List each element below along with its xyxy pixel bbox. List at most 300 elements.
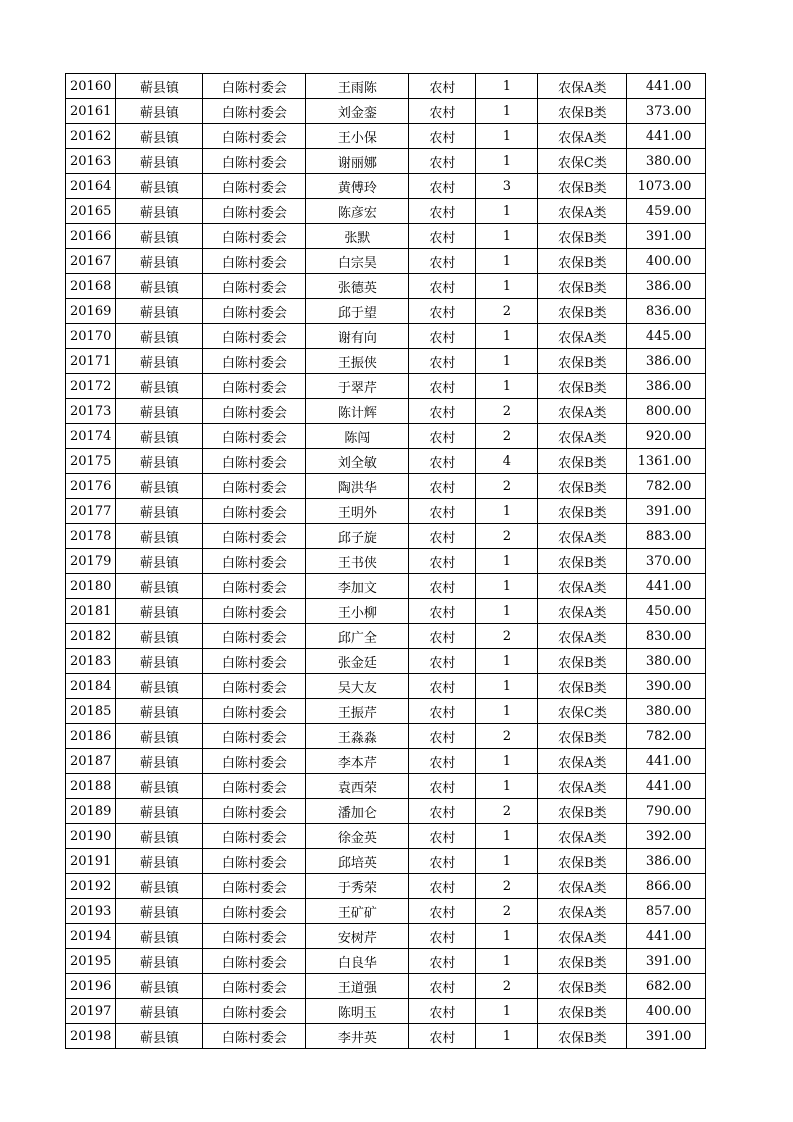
table-cell-amount: 830.00 bbox=[627, 624, 706, 649]
table-cell-id: 20178 bbox=[66, 524, 116, 549]
table-cell-count: 1 bbox=[476, 599, 538, 624]
table-row bbox=[66, 849, 706, 874]
table-cell-id: 20186 bbox=[66, 724, 116, 749]
table-cell-id: 20172 bbox=[66, 374, 116, 399]
table-cell-type: 农村 bbox=[409, 724, 476, 749]
table-cell-id: 20182 bbox=[66, 624, 116, 649]
table-cell-amount: 857.00 bbox=[627, 899, 706, 924]
table-row bbox=[66, 974, 706, 999]
table-cell-type: 农村 bbox=[409, 774, 476, 799]
table-cell-type: 农村 bbox=[409, 574, 476, 599]
table-cell-village: 白陈村委会 bbox=[203, 124, 306, 149]
benefits-table bbox=[65, 73, 706, 1049]
table-cell-amount: 459.00 bbox=[627, 199, 706, 224]
table-row bbox=[66, 174, 706, 199]
table-cell-town: 蕲县镇 bbox=[116, 999, 203, 1024]
table-cell-amount: 400.00 bbox=[627, 249, 706, 274]
table-cell-amount: 441.00 bbox=[627, 749, 706, 774]
table-cell-type: 农村 bbox=[409, 74, 476, 99]
table-cell-count: 2 bbox=[476, 899, 538, 924]
table-cell-name: 于翠芹 bbox=[306, 374, 409, 399]
table-cell-category: 农保A类 bbox=[538, 524, 627, 549]
table-cell-type: 农村 bbox=[409, 624, 476, 649]
table-cell-name: 陈明玉 bbox=[306, 999, 409, 1024]
table-cell-count: 1 bbox=[476, 674, 538, 699]
table-row bbox=[66, 524, 706, 549]
table-cell-category: 农保A类 bbox=[538, 924, 627, 949]
table-cell-name: 刘全敏 bbox=[306, 449, 409, 474]
table-cell-id: 20197 bbox=[66, 999, 116, 1024]
table-cell-village: 白陈村委会 bbox=[203, 599, 306, 624]
table-cell-village: 白陈村委会 bbox=[203, 624, 306, 649]
table-cell-village: 白陈村委会 bbox=[203, 474, 306, 499]
table-cell-name: 张金廷 bbox=[306, 649, 409, 674]
table-cell-village: 白陈村委会 bbox=[203, 249, 306, 274]
table-cell-id: 20188 bbox=[66, 774, 116, 799]
table-cell-id: 20169 bbox=[66, 299, 116, 324]
table-cell-category: 农保A类 bbox=[538, 124, 627, 149]
table-cell-count: 2 bbox=[476, 474, 538, 499]
table-cell-id: 20163 bbox=[66, 149, 116, 174]
table-cell-village: 白陈村委会 bbox=[203, 524, 306, 549]
table-row bbox=[66, 199, 706, 224]
table-cell-name: 刘金銮 bbox=[306, 99, 409, 124]
table-cell-town: 蕲县镇 bbox=[116, 874, 203, 899]
table-cell-amount: 445.00 bbox=[627, 324, 706, 349]
table-row bbox=[66, 374, 706, 399]
table-cell-amount: 391.00 bbox=[627, 1024, 706, 1049]
table-cell-village: 白陈村委会 bbox=[203, 674, 306, 699]
table-cell-count: 1 bbox=[476, 124, 538, 149]
table-cell-count: 1 bbox=[476, 224, 538, 249]
table-cell-name: 白宗昊 bbox=[306, 249, 409, 274]
table-row bbox=[66, 774, 706, 799]
table-cell-id: 20176 bbox=[66, 474, 116, 499]
table-row bbox=[66, 1024, 706, 1049]
table-cell-id: 20171 bbox=[66, 349, 116, 374]
table-cell-category: 农保B类 bbox=[538, 474, 627, 499]
table-cell-category: 农保B类 bbox=[538, 999, 627, 1024]
table-cell-category: 农保A类 bbox=[538, 874, 627, 899]
table-cell-name: 张默 bbox=[306, 224, 409, 249]
table-cell-village: 白陈村委会 bbox=[203, 949, 306, 974]
table-row bbox=[66, 149, 706, 174]
table-cell-town: 蕲县镇 bbox=[116, 249, 203, 274]
table-cell-count: 1 bbox=[476, 324, 538, 349]
table-cell-village: 白陈村委会 bbox=[203, 149, 306, 174]
table-cell-type: 农村 bbox=[409, 649, 476, 674]
table-cell-town: 蕲县镇 bbox=[116, 74, 203, 99]
table-cell-town: 蕲县镇 bbox=[116, 374, 203, 399]
table-cell-count: 1 bbox=[476, 849, 538, 874]
table-cell-village: 白陈村委会 bbox=[203, 699, 306, 724]
table-cell-type: 农村 bbox=[409, 524, 476, 549]
table-cell-count: 1 bbox=[476, 949, 538, 974]
table-cell-category: 农保B类 bbox=[538, 224, 627, 249]
table-cell-town: 蕲县镇 bbox=[116, 674, 203, 699]
table-cell-type: 农村 bbox=[409, 799, 476, 824]
table-cell-name: 袁西荣 bbox=[306, 774, 409, 799]
table-row bbox=[66, 449, 706, 474]
table-cell-town: 蕲县镇 bbox=[116, 149, 203, 174]
table-cell-type: 农村 bbox=[409, 699, 476, 724]
table-cell-amount: 386.00 bbox=[627, 349, 706, 374]
table-cell-name: 于秀荣 bbox=[306, 874, 409, 899]
table-cell-count: 1 bbox=[476, 1024, 538, 1049]
table-cell-village: 白陈村委会 bbox=[203, 799, 306, 824]
table-row bbox=[66, 924, 706, 949]
table-cell-type: 农村 bbox=[409, 299, 476, 324]
table-cell-count: 1 bbox=[476, 349, 538, 374]
table-cell-name: 谢丽娜 bbox=[306, 149, 409, 174]
table-cell-town: 蕲县镇 bbox=[116, 624, 203, 649]
table-cell-count: 2 bbox=[476, 974, 538, 999]
table-cell-amount: 380.00 bbox=[627, 149, 706, 174]
table-cell-name: 王道强 bbox=[306, 974, 409, 999]
table-cell-town: 蕲县镇 bbox=[116, 324, 203, 349]
table-cell-type: 农村 bbox=[409, 449, 476, 474]
table-row bbox=[66, 299, 706, 324]
table-cell-category: 农保B类 bbox=[538, 99, 627, 124]
table-cell-town: 蕲县镇 bbox=[116, 924, 203, 949]
table-cell-category: 农保A类 bbox=[538, 199, 627, 224]
table-cell-town: 蕲县镇 bbox=[116, 724, 203, 749]
table-cell-amount: 800.00 bbox=[627, 399, 706, 424]
table-cell-category: 农保B类 bbox=[538, 649, 627, 674]
table-row bbox=[66, 724, 706, 749]
table-cell-name: 王振侠 bbox=[306, 349, 409, 374]
table-cell-amount: 450.00 bbox=[627, 599, 706, 624]
table-cell-count: 1 bbox=[476, 574, 538, 599]
table-cell-count: 1 bbox=[476, 699, 538, 724]
table-cell-type: 农村 bbox=[409, 874, 476, 899]
table-cell-amount: 386.00 bbox=[627, 274, 706, 299]
table-cell-id: 20194 bbox=[66, 924, 116, 949]
table-cell-amount: 386.00 bbox=[627, 374, 706, 399]
table-cell-type: 农村 bbox=[409, 149, 476, 174]
table-cell-name: 陈彦宏 bbox=[306, 199, 409, 224]
table-cell-type: 农村 bbox=[409, 824, 476, 849]
table-cell-amount: 391.00 bbox=[627, 224, 706, 249]
table-cell-category: 农保A类 bbox=[538, 774, 627, 799]
table-cell-amount: 391.00 bbox=[627, 499, 706, 524]
table-cell-amount: 391.00 bbox=[627, 949, 706, 974]
table-cell-town: 蕲县镇 bbox=[116, 824, 203, 849]
table-cell-type: 农村 bbox=[409, 374, 476, 399]
table-cell-name: 邱广全 bbox=[306, 624, 409, 649]
table-cell-name: 李加文 bbox=[306, 574, 409, 599]
table-cell-amount: 920.00 bbox=[627, 424, 706, 449]
table-cell-village: 白陈村委会 bbox=[203, 824, 306, 849]
table-cell-category: 农保B类 bbox=[538, 274, 627, 299]
table-cell-amount: 441.00 bbox=[627, 74, 706, 99]
table-cell-amount: 1073.00 bbox=[627, 174, 706, 199]
table-cell-village: 白陈村委会 bbox=[203, 274, 306, 299]
table-cell-count: 2 bbox=[476, 424, 538, 449]
table-cell-type: 农村 bbox=[409, 899, 476, 924]
table-cell-town: 蕲县镇 bbox=[116, 274, 203, 299]
table-cell-category: 农保B类 bbox=[538, 499, 627, 524]
table-cell-category: 农保B类 bbox=[538, 174, 627, 199]
table-row bbox=[66, 474, 706, 499]
table-cell-amount: 682.00 bbox=[627, 974, 706, 999]
table-cell-name: 邱培英 bbox=[306, 849, 409, 874]
table-cell-id: 20191 bbox=[66, 849, 116, 874]
table-cell-count: 1 bbox=[476, 774, 538, 799]
table-row bbox=[66, 124, 706, 149]
table-row bbox=[66, 824, 706, 849]
table-cell-id: 20170 bbox=[66, 324, 116, 349]
table-cell-count: 1 bbox=[476, 374, 538, 399]
table-cell-id: 20175 bbox=[66, 449, 116, 474]
table-cell-village: 白陈村委会 bbox=[203, 999, 306, 1024]
table-cell-town: 蕲县镇 bbox=[116, 424, 203, 449]
table-cell-id: 20198 bbox=[66, 1024, 116, 1049]
table-cell-count: 1 bbox=[476, 924, 538, 949]
table-cell-type: 农村 bbox=[409, 749, 476, 774]
table-cell-count: 1 bbox=[476, 99, 538, 124]
table-row bbox=[66, 899, 706, 924]
table-cell-category: 农保B类 bbox=[538, 849, 627, 874]
table-row bbox=[66, 224, 706, 249]
table-cell-town: 蕲县镇 bbox=[116, 649, 203, 674]
table-row bbox=[66, 699, 706, 724]
table-cell-count: 2 bbox=[476, 524, 538, 549]
table-cell-amount: 441.00 bbox=[627, 774, 706, 799]
table-cell-name: 潘加仑 bbox=[306, 799, 409, 824]
table-cell-count: 1 bbox=[476, 549, 538, 574]
table-cell-amount: 380.00 bbox=[627, 649, 706, 674]
table-row bbox=[66, 999, 706, 1024]
table-cell-id: 20168 bbox=[66, 274, 116, 299]
table-cell-name: 张德英 bbox=[306, 274, 409, 299]
table-cell-name: 安树芹 bbox=[306, 924, 409, 949]
table-cell-category: 农保B类 bbox=[538, 249, 627, 274]
table-cell-category: 农保C类 bbox=[538, 699, 627, 724]
table-cell-town: 蕲县镇 bbox=[116, 799, 203, 824]
table-cell-type: 农村 bbox=[409, 924, 476, 949]
table-cell-village: 白陈村委会 bbox=[203, 199, 306, 224]
table-row bbox=[66, 624, 706, 649]
table-cell-town: 蕲县镇 bbox=[116, 774, 203, 799]
table-cell-amount: 782.00 bbox=[627, 724, 706, 749]
table-cell-village: 白陈村委会 bbox=[203, 424, 306, 449]
table-cell-id: 20183 bbox=[66, 649, 116, 674]
table-cell-count: 1 bbox=[476, 824, 538, 849]
table-cell-category: 农保B类 bbox=[538, 449, 627, 474]
table-cell-count: 2 bbox=[476, 624, 538, 649]
table-cell-amount: 392.00 bbox=[627, 824, 706, 849]
table-row bbox=[66, 749, 706, 774]
table-cell-type: 农村 bbox=[409, 1024, 476, 1049]
table-cell-amount: 441.00 bbox=[627, 574, 706, 599]
table-body bbox=[66, 74, 706, 1049]
table-cell-town: 蕲县镇 bbox=[116, 574, 203, 599]
table-cell-amount: 380.00 bbox=[627, 699, 706, 724]
table-cell-village: 白陈村委会 bbox=[203, 499, 306, 524]
table-cell-amount: 386.00 bbox=[627, 849, 706, 874]
table-cell-village: 白陈村委会 bbox=[203, 399, 306, 424]
table-cell-count: 2 bbox=[476, 724, 538, 749]
table-cell-type: 农村 bbox=[409, 949, 476, 974]
table-cell-count: 2 bbox=[476, 799, 538, 824]
table-cell-town: 蕲县镇 bbox=[116, 699, 203, 724]
table-cell-id: 20162 bbox=[66, 124, 116, 149]
table-cell-id: 20190 bbox=[66, 824, 116, 849]
table-cell-town: 蕲县镇 bbox=[116, 524, 203, 549]
table-cell-village: 白陈村委会 bbox=[203, 974, 306, 999]
table-cell-name: 王矿矿 bbox=[306, 899, 409, 924]
table-row bbox=[66, 424, 706, 449]
table-cell-town: 蕲县镇 bbox=[116, 224, 203, 249]
table-cell-count: 1 bbox=[476, 199, 538, 224]
table-cell-town: 蕲县镇 bbox=[116, 499, 203, 524]
table-cell-name: 白良华 bbox=[306, 949, 409, 974]
table-cell-type: 农村 bbox=[409, 324, 476, 349]
table-row bbox=[66, 99, 706, 124]
table-cell-town: 蕲县镇 bbox=[116, 299, 203, 324]
table-cell-category: 农保B类 bbox=[538, 1024, 627, 1049]
table-row bbox=[66, 249, 706, 274]
table-cell-name: 王小保 bbox=[306, 124, 409, 149]
table-cell-type: 农村 bbox=[409, 349, 476, 374]
table-cell-amount: 370.00 bbox=[627, 549, 706, 574]
table-cell-category: 农保A类 bbox=[538, 324, 627, 349]
table-cell-name: 徐金英 bbox=[306, 824, 409, 849]
table-cell-name: 王振芹 bbox=[306, 699, 409, 724]
table-cell-count: 1 bbox=[476, 249, 538, 274]
table-cell-village: 白陈村委会 bbox=[203, 374, 306, 399]
table-cell-count: 1 bbox=[476, 749, 538, 774]
table-cell-village: 白陈村委会 bbox=[203, 924, 306, 949]
table-cell-town: 蕲县镇 bbox=[116, 849, 203, 874]
table-cell-name: 王淼淼 bbox=[306, 724, 409, 749]
table-cell-category: 农保A类 bbox=[538, 899, 627, 924]
table-cell-town: 蕲县镇 bbox=[116, 549, 203, 574]
table-cell-town: 蕲县镇 bbox=[116, 449, 203, 474]
table-cell-town: 蕲县镇 bbox=[116, 599, 203, 624]
table-cell-count: 1 bbox=[476, 999, 538, 1024]
table-cell-category: 农保B类 bbox=[538, 549, 627, 574]
table-cell-village: 白陈村委会 bbox=[203, 324, 306, 349]
table-cell-type: 农村 bbox=[409, 549, 476, 574]
table-cell-name: 李本芹 bbox=[306, 749, 409, 774]
table-row bbox=[66, 499, 706, 524]
table-cell-category: 农保A类 bbox=[538, 824, 627, 849]
table-row bbox=[66, 324, 706, 349]
table-cell-village: 白陈村委会 bbox=[203, 724, 306, 749]
table-cell-town: 蕲县镇 bbox=[116, 899, 203, 924]
table-cell-id: 20167 bbox=[66, 249, 116, 274]
table-cell-name: 邱于望 bbox=[306, 299, 409, 324]
table-cell-amount: 866.00 bbox=[627, 874, 706, 899]
table-cell-town: 蕲县镇 bbox=[116, 349, 203, 374]
table-cell-type: 农村 bbox=[409, 474, 476, 499]
table-cell-type: 农村 bbox=[409, 124, 476, 149]
table-cell-amount: 441.00 bbox=[627, 124, 706, 149]
table-row bbox=[66, 549, 706, 574]
table-cell-type: 农村 bbox=[409, 99, 476, 124]
table-cell-id: 20193 bbox=[66, 899, 116, 924]
table-cell-category: 农保B类 bbox=[538, 674, 627, 699]
table-cell-id: 20192 bbox=[66, 874, 116, 899]
table-cell-category: 农保A类 bbox=[538, 399, 627, 424]
table-cell-count: 2 bbox=[476, 399, 538, 424]
table-cell-id: 20187 bbox=[66, 749, 116, 774]
table-cell-name: 邱子旋 bbox=[306, 524, 409, 549]
table-cell-village: 白陈村委会 bbox=[203, 849, 306, 874]
table-cell-count: 1 bbox=[476, 499, 538, 524]
table-cell-village: 白陈村委会 bbox=[203, 899, 306, 924]
table-cell-name: 王小柳 bbox=[306, 599, 409, 624]
table-cell-count: 1 bbox=[476, 149, 538, 174]
table-cell-id: 20174 bbox=[66, 424, 116, 449]
table-cell-category: 农保A类 bbox=[538, 74, 627, 99]
table-cell-category: 农保C类 bbox=[538, 149, 627, 174]
table-cell-id: 20184 bbox=[66, 674, 116, 699]
table-cell-amount: 883.00 bbox=[627, 524, 706, 549]
table-cell-id: 20173 bbox=[66, 399, 116, 424]
table-cell-category: 农保A类 bbox=[538, 574, 627, 599]
table-cell-village: 白陈村委会 bbox=[203, 349, 306, 374]
table-cell-town: 蕲县镇 bbox=[116, 124, 203, 149]
table-cell-id: 20166 bbox=[66, 224, 116, 249]
table-cell-village: 白陈村委会 bbox=[203, 449, 306, 474]
table-cell-category: 农保A类 bbox=[538, 424, 627, 449]
table-row bbox=[66, 949, 706, 974]
table-cell-town: 蕲县镇 bbox=[116, 749, 203, 774]
table-cell-town: 蕲县镇 bbox=[116, 949, 203, 974]
table-row bbox=[66, 874, 706, 899]
table-cell-count: 2 bbox=[476, 874, 538, 899]
table-cell-id: 20161 bbox=[66, 99, 116, 124]
table-cell-category: 农保B类 bbox=[538, 799, 627, 824]
table-cell-amount: 400.00 bbox=[627, 999, 706, 1024]
table-cell-village: 白陈村委会 bbox=[203, 174, 306, 199]
table-cell-amount: 1361.00 bbox=[627, 449, 706, 474]
table-cell-type: 农村 bbox=[409, 599, 476, 624]
table-cell-town: 蕲县镇 bbox=[116, 399, 203, 424]
table-cell-town: 蕲县镇 bbox=[116, 174, 203, 199]
table-cell-town: 蕲县镇 bbox=[116, 474, 203, 499]
table-cell-name: 李井英 bbox=[306, 1024, 409, 1049]
table-cell-name: 陈计辉 bbox=[306, 399, 409, 424]
table-cell-name: 谢有向 bbox=[306, 324, 409, 349]
table-cell-type: 农村 bbox=[409, 499, 476, 524]
table-cell-village: 白陈村委会 bbox=[203, 99, 306, 124]
table-cell-type: 农村 bbox=[409, 174, 476, 199]
table-row bbox=[66, 399, 706, 424]
table-row bbox=[66, 274, 706, 299]
table-row bbox=[66, 74, 706, 99]
table-cell-town: 蕲县镇 bbox=[116, 199, 203, 224]
table-cell-category: 农保B类 bbox=[538, 724, 627, 749]
table-cell-name: 王明外 bbox=[306, 499, 409, 524]
table-cell-type: 农村 bbox=[409, 999, 476, 1024]
table-cell-category: 农保A类 bbox=[538, 624, 627, 649]
table-cell-type: 农村 bbox=[409, 199, 476, 224]
table-cell-village: 白陈村委会 bbox=[203, 649, 306, 674]
table-cell-type: 农村 bbox=[409, 424, 476, 449]
table-cell-count: 1 bbox=[476, 649, 538, 674]
table-row bbox=[66, 349, 706, 374]
table-cell-amount: 790.00 bbox=[627, 799, 706, 824]
table-cell-village: 白陈村委会 bbox=[203, 749, 306, 774]
table-cell-type: 农村 bbox=[409, 974, 476, 999]
table-row bbox=[66, 599, 706, 624]
table-cell-village: 白陈村委会 bbox=[203, 874, 306, 899]
table-cell-village: 白陈村委会 bbox=[203, 774, 306, 799]
